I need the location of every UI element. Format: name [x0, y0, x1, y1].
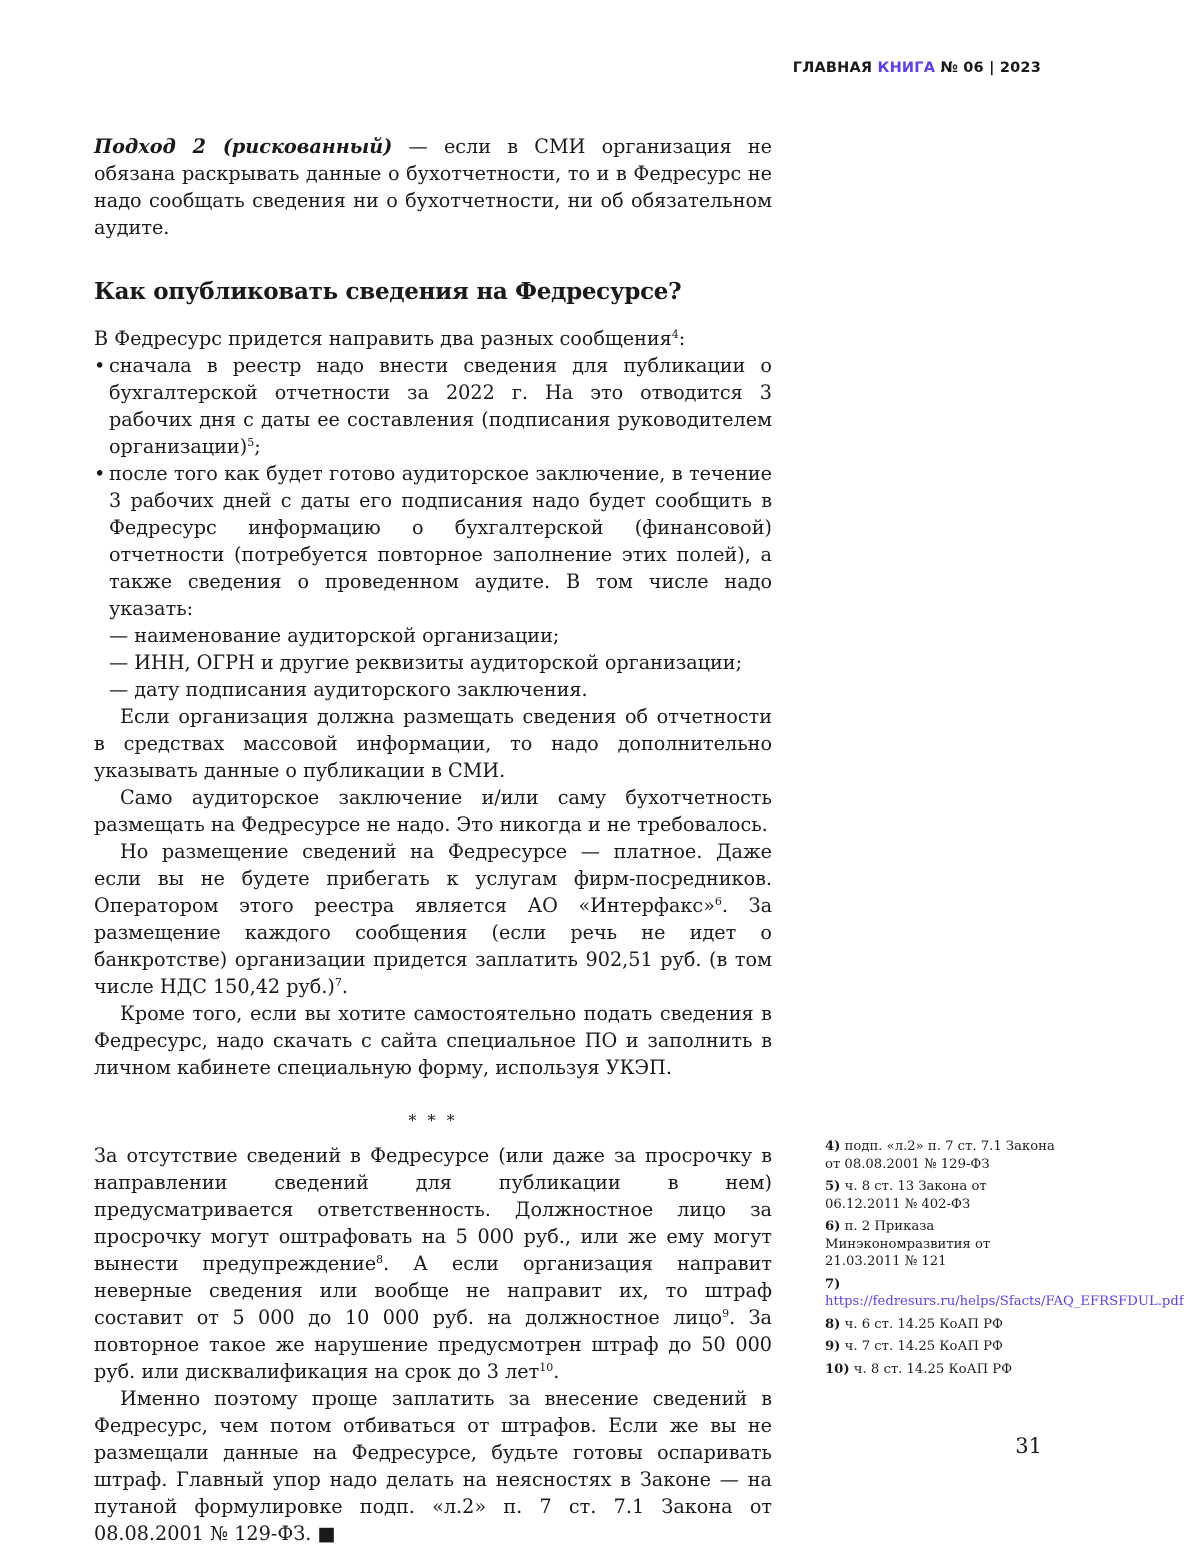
paragraph-4-text: . За размещение каждого сообщения (если речь не идет о банкротстве) организации придется заплатить 902,51 руб. (в том числе НДС 150,42 руб.): [94, 894, 773, 998]
intro-text: — если в СМИ организация не обязана раскрывать данные о бухотчетности, то и в Федресурс не надо сообщать сведения ни о бухотчетности, ни об обязательном аудите.: [94, 135, 772, 239]
footnotes: [825, 1138, 1184, 1383]
bullet-item: [94, 460, 772, 622]
footnote-number: 6): [825, 1219, 841, 1234]
header-title: ГЛАВНАЯ: [792, 60, 878, 76]
footnote: [825, 1316, 1065, 1334]
footnote-ref: 10: [539, 1361, 554, 1374]
footnote-text: ч. 8 ст. 14.25 КоАП РФ: [849, 1361, 1013, 1377]
footnote-number: 5): [825, 1179, 841, 1194]
footnote-ref: 8: [376, 1253, 384, 1266]
magazine-header: [793, 60, 1041, 76]
paragraph-1: [94, 325, 772, 352]
header-title-accent: КНИГА: [877, 60, 936, 76]
paragraph-4-text: .: [341, 975, 349, 998]
paragraph-2: Если организация должна размещать сведения об отчетности в средствах массовой информации, то надо дополнительно указывать данные о публикации в СМИ.: [94, 705, 772, 782]
paragraph-1-text: В Федресурс придется направить два разных сообщения: [94, 327, 672, 350]
footnote-ref: 7: [334, 976, 342, 989]
footnote-link[interactable]: https://fedresurs.ru/helps/Sfacts/FAQ_EFRSFDUL.pdf: [825, 1294, 1184, 1309]
footnote-text: подп. «л.2» п. 7 ст. 7.1 Закона от 08.08.2001 № 129-ФЗ: [825, 1139, 1055, 1172]
paragraph-6: [94, 1142, 772, 1385]
footnote-number: 8): [825, 1316, 841, 1332]
paragraph-4-text: Но размещение сведений на Федресурсе — платное. Даже если вы не будете прибегать к услугам фирм-посредников. Оператором этого реестра является АО «Интерфакс»: [94, 840, 772, 917]
paragraph-6-text: . А если организация направит неверные сведения или вообще не направит их, то штраф составит от 5 000 до 10 000 руб. на должностное лицо: [94, 1252, 772, 1329]
dash-item: — наименование аудиторской организации;: [109, 624, 560, 647]
page-number: 31: [1015, 1434, 1042, 1458]
paragraph-7: [94, 1385, 772, 1547]
footnote-text: ч. 8 ст. 13 Закона от 06.12.2011 № 402-ФЗ: [825, 1179, 987, 1212]
paragraph-6-text: За отсутствие сведений в Федресурсе (или даже за просрочку в направлении сведений для публикации в нем) предусматривается ответственность. Должностное лицо за просрочку могут оштрафовать на 5 000 руб., или же ему могут вынести предупреждение: [94, 1144, 772, 1275]
intro-paragraph: [94, 133, 772, 241]
paragraph-6-text: . За повторное такое же нарушение предусмотрен штраф до 50 000 руб. или дисквалификация на срок до 3 лет: [94, 1306, 772, 1383]
section-separator: * * *: [408, 1111, 458, 1130]
dash-item: — ИНН, ОГРН и другие реквизиты аудиторской организации;: [109, 651, 743, 674]
bullet-item: [94, 352, 772, 460]
paragraph-5: Кроме того, если вы хотите самостоятельно подать сведения в Федресурс, надо скачать с сайта специальное ПО и заполнить в личном кабинете специальную форму, используя УКЭП.: [94, 1002, 772, 1079]
footnote-ref: 5: [247, 436, 255, 449]
footnote: [825, 1218, 1065, 1271]
intro-lead: Подход 2 (рискованный): [94, 135, 393, 158]
footnote-ref: 6: [714, 895, 722, 908]
article-body: [94, 133, 772, 1547]
footnote-ref: 4: [671, 328, 679, 341]
bullet-text: после того как будет готово аудиторское заключение, в течение 3 рабочих дней с даты его подписания надо будет сообщить в Федресурс информацию о бухгалтерской (финансовой) отчетности (потребуется повторное заполнение этих полей), а также сведения о проведенном аудите. В том числе надо указать:: [109, 462, 772, 620]
header-issue: № 06 | 2023: [935, 60, 1041, 76]
footnote-text: п. 2 Приказа Минэкономразвития от 21.03.2011 № 121: [825, 1219, 991, 1269]
footnote-text: ч. 6 ст. 14.25 КоАП РФ: [840, 1316, 1003, 1332]
footnote: [825, 1178, 1065, 1213]
paragraph-6-text: .: [553, 1360, 560, 1383]
paragraph-4: [94, 838, 772, 1000]
bullet-tail: ;: [254, 435, 261, 458]
paragraph-1-tail: :: [678, 327, 686, 350]
footnote-ref: 9: [722, 1307, 730, 1320]
section-heading: Как опубликовать сведения на Федресурсе?: [94, 278, 682, 305]
footnote-number: 10): [825, 1361, 850, 1377]
bullet-list: [94, 352, 772, 622]
dash-item: — дату подписания аудиторского заключения.: [109, 678, 588, 701]
footnote-number: 4): [825, 1139, 841, 1154]
bullet-text: сначала в реестр надо внести сведения для публикации о бухгалтерской отчетности за 2022 г. На это отводится 3 рабочих дня с даты ее составления (подписания руководителем организации): [109, 354, 772, 458]
footnote: [825, 1338, 1065, 1356]
end-mark: ■: [311, 1522, 336, 1545]
paragraph-7-text: Именно поэтому проще заплатить за внесение сведений в Федресурс, чем потом отбиваться от штрафов. Если же вы не размещали данные на Федресурсе, будьте готовы оспаривать штраф. Главный упор надо делать на неясностях в Законе — на путаной формулировке подп. «л.2» п. 7 ст. 7.1 Закона от 08.08.2001 № 129-ФЗ.: [94, 1387, 772, 1545]
dash-list: [94, 622, 772, 703]
footnote: [825, 1138, 1065, 1173]
footnote-number: 9): [825, 1339, 841, 1354]
footnote: [825, 1361, 1065, 1379]
footnote-number: 7): [825, 1276, 841, 1292]
footnote: [825, 1276, 1184, 1311]
paragraph-3: Само аудиторское заключение и/или саму бухотчетность размещать на Федресурсе не надо. Это никогда и не требовалось.: [94, 786, 772, 836]
footnote-text: ч. 7 ст. 14.25 КоАП РФ: [840, 1339, 1003, 1354]
